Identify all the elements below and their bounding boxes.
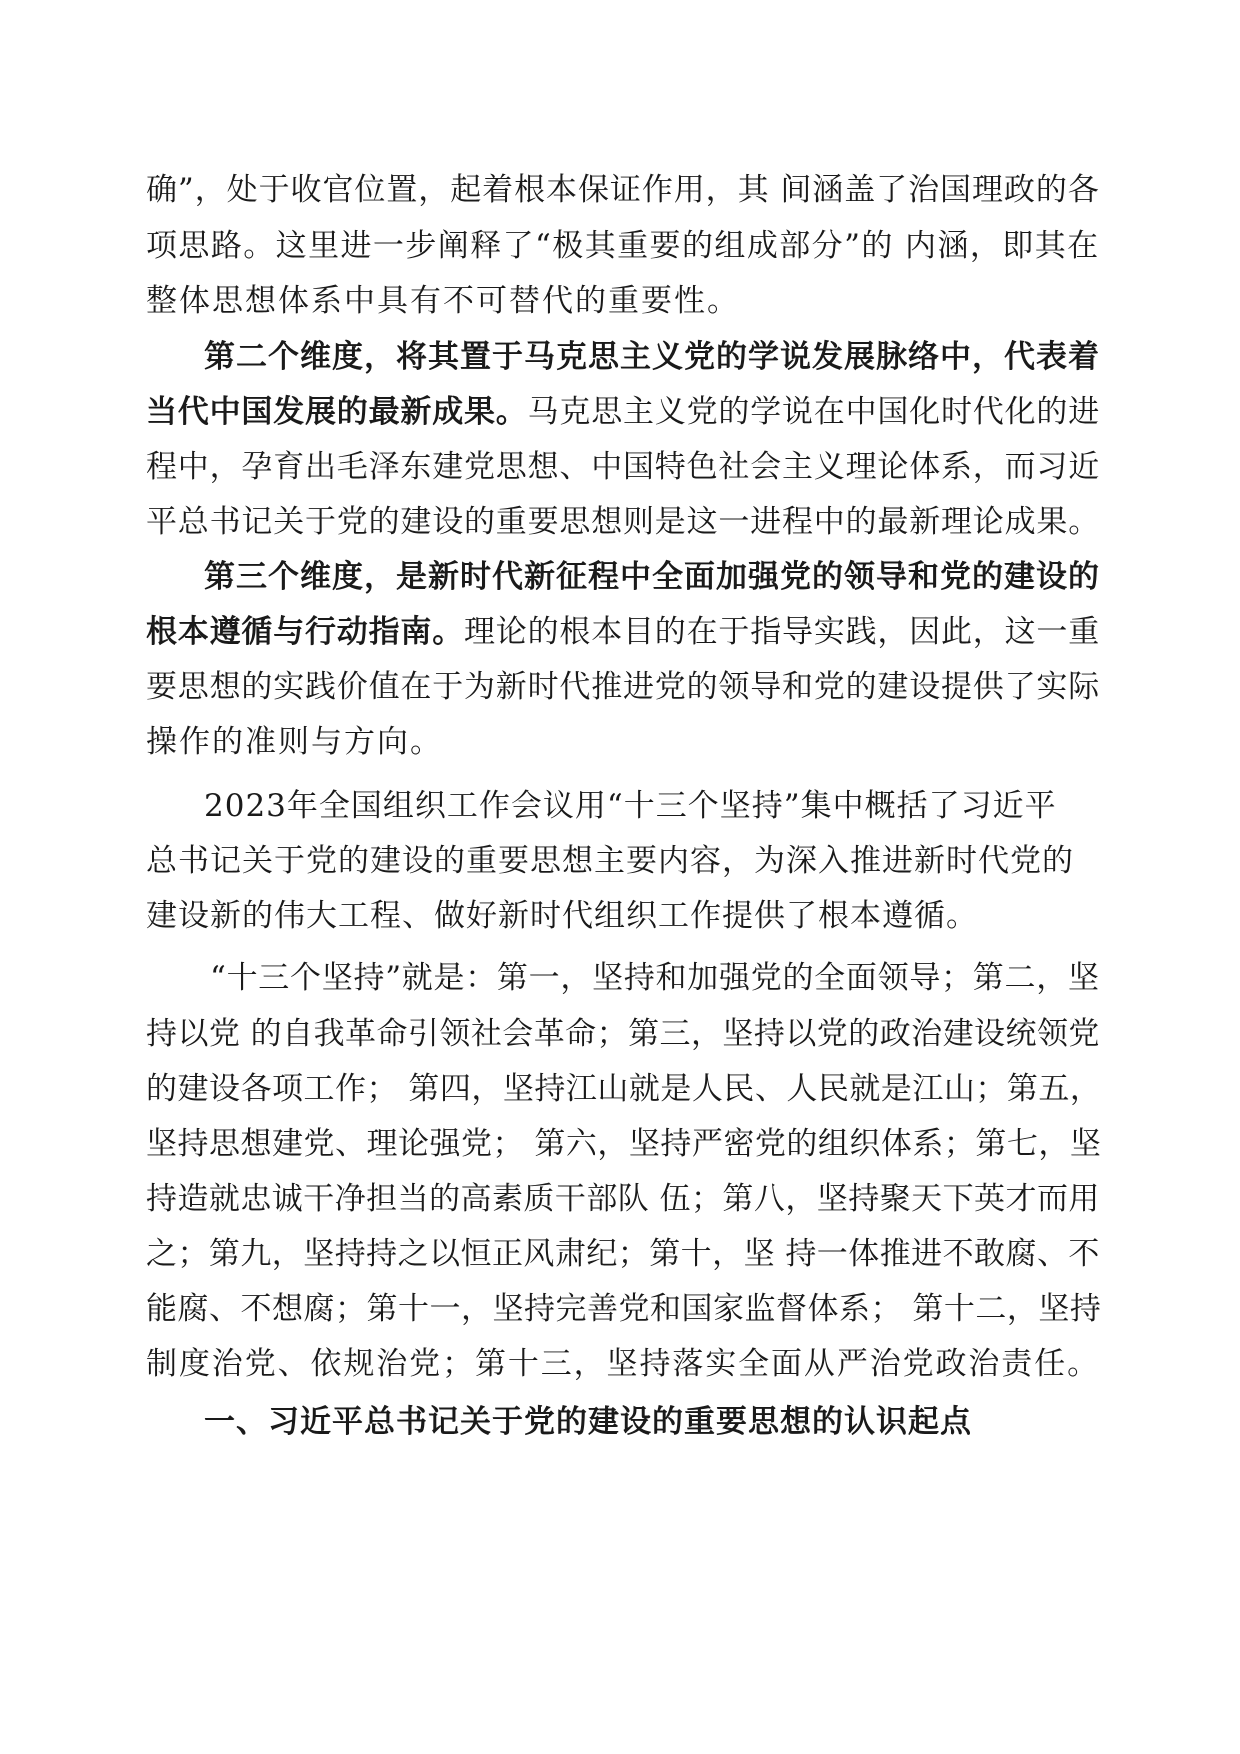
paragraph-5-line-3: 的建设各项工作； 第四，坚持江山就是人民、人民就是江山；第五， — [146, 1071, 1102, 1107]
paragraph-4-line-1: 2023年全国组织工作会议用“十三个坚持”集中概括了习近平 — [204, 788, 1057, 824]
paragraph-4-line-2: 总书记关于党的建设的重要思想主要内容，为深入推进新时代党的 — [146, 843, 1074, 879]
paragraph-5-line-5: 持造就忠诚干净担当的高素质干部队 伍；第八，坚持聚天下英才而用 — [146, 1181, 1100, 1217]
paragraph-1-line-2: 项思路。这里进一步阐释了“极其重要的组成部分”的 内涵，即其在 — [146, 228, 1100, 264]
paragraph-2-line-1-bold: 第二个维度，将其置于马克思主义党的学说发展脉络中，代表着 — [204, 339, 1100, 375]
paragraph-5-line-6: 之；第九，坚持持之以恒正风肃纪；第十，坚 持一体推进不敢腐、不 — [146, 1236, 1100, 1272]
paragraph-5-line-1: “十三个坚持”就是：第一，坚持和加强党的全面领导；第二，坚 — [210, 960, 1100, 996]
paragraph-5-line-7: 能腐、不想腐；第十一，坚持完善党和国家监督体系； 第十二，坚持 — [146, 1291, 1102, 1327]
paragraph-2-line-2-bold: 当代中国发展的最新成果。 — [146, 394, 528, 430]
paragraph-2-line-4: 平总书记关于党的建设的重要思想则是这一进程中的最新理论成果。 — [146, 504, 1100, 540]
paragraph-3-line-3: 要思想的实践价值在于为新时代推进党的领导和党的建设提供了实际 — [146, 669, 1100, 705]
paragraph-3-line-4: 操作的准则与方向。 — [146, 724, 443, 760]
paragraph-3-line-2 — [146, 612, 1100, 652]
paragraph-4-line-3: 建设新的伟大工程、做好新时代组织工作提供了根本遵循。 — [146, 898, 978, 934]
section-heading: 一、习近平总书记关于党的建设的重要思想的认识起点 — [204, 1404, 972, 1440]
paragraph-2-line-2-rest: 马克思主义党的学说在中国化时代化的进 — [527, 394, 1101, 430]
paragraph-3-line-2-rest: 理论的根本目的在于指导实践，因此，这一重 — [464, 614, 1100, 650]
paragraph-3-line-2-bold: 根本遵循与行动指南。 — [146, 614, 464, 650]
paragraph-2-line-2 — [146, 392, 1100, 432]
paragraph-1-line-3: 整体思想体系中具有不可替代的重要性。 — [146, 283, 740, 319]
paragraph-5-line-4: 坚持思想建党、理论强党； 第六，坚持严密党的组织体系；第七，坚 — [146, 1126, 1102, 1162]
paragraph-2-line-3: 程中，孕育出毛泽东建党思想、中国特色社会主义理论体系，而习近 — [146, 449, 1100, 485]
paragraph-1-line-1: 确”，处于收官位置，起着根本保证作用，其 间涵盖了治国理政的各 — [146, 172, 1100, 208]
paragraph-3-line-1-bold: 第三个维度，是新时代新征程中全面加强党的领导和党的建设的 — [204, 559, 1100, 595]
paragraph-5-line-8: 制度治党、依规治党；第十三，坚持落实全面从严治党政治责任。 — [146, 1346, 1100, 1382]
paragraph-5-line-2: 持以党 的自我革命引领社会革命；第三，坚持以党的政治建设统领党 — [146, 1016, 1100, 1052]
